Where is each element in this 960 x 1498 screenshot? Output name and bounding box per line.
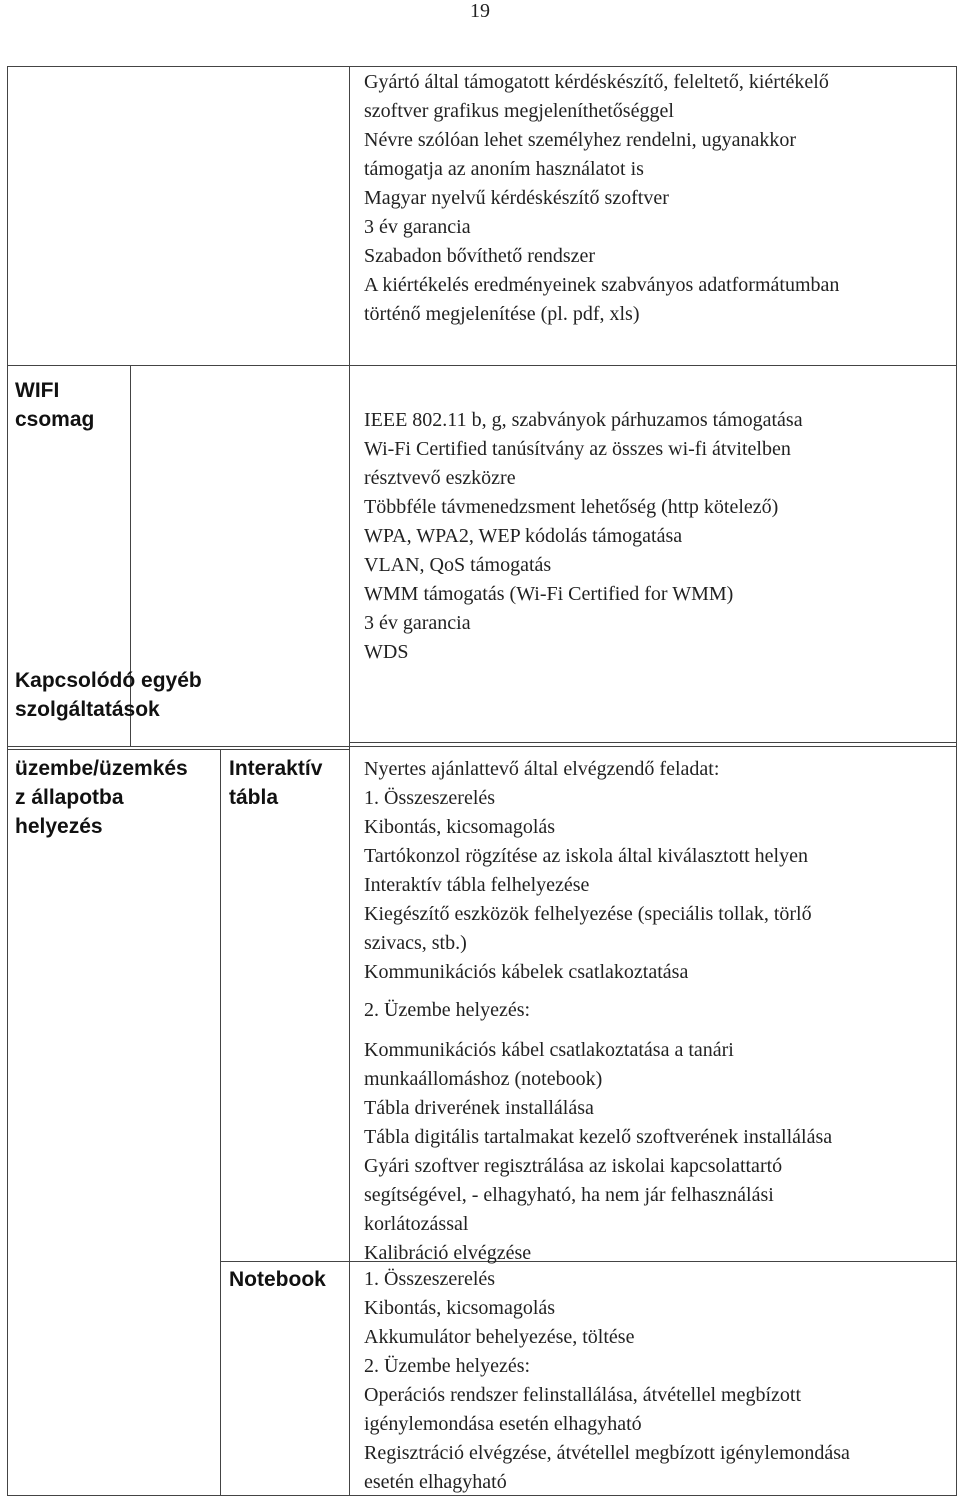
- task-line: Interaktív tábla felhelyezése: [364, 874, 590, 896]
- task-line: korlátozással: [364, 1213, 469, 1235]
- spec-line: Többféle távmenedzsment lehetőség (http kötelező): [364, 496, 779, 518]
- task-line: esetén elhagyható: [364, 1471, 507, 1493]
- task-line: szivacs, stb.): [364, 932, 467, 954]
- spec-line: Wi-Fi Certified tanúsítvány az összes wi-fi átvitelben: [364, 438, 791, 460]
- board-label-line: tábla: [229, 786, 279, 809]
- task-line: Kommunikációs kábel csatlakoztatása a tanári: [364, 1039, 734, 1061]
- board-tasks-setup: [364, 1036, 832, 1268]
- task-line: munkaállomáshoz (notebook): [364, 1068, 603, 1090]
- task-line: segítségével, - elhagyható, ha nem jár felhasználási: [364, 1184, 774, 1206]
- spec-line: IEEE 802.11 b, g, szabványok párhuzamos támogatása: [364, 409, 803, 431]
- install-label-line: helyezés: [15, 815, 103, 838]
- install-label-line: üzembe/üzemkés: [15, 757, 188, 780]
- table-left-border: [7, 66, 8, 1496]
- wifi-package-label: [15, 376, 94, 434]
- spec-line: WMM támogatás (Wi-Fi Certified for WMM): [364, 583, 734, 605]
- row-divider-services-right: [349, 742, 957, 743]
- task-line: Tartókonzol rögzítése az iskola által kiválasztott helyen: [364, 845, 808, 867]
- row-divider-top-wifi: [7, 365, 957, 366]
- task-line: igénylemondása esetén elhagyható: [364, 1413, 642, 1435]
- services-label-line: Kapcsolódó egyéb: [15, 669, 202, 692]
- task-line: Kalibráció elvégzése: [364, 1242, 532, 1264]
- task-line: Tábla driverének installálása: [364, 1097, 594, 1119]
- spec-line: Névre szólóan lehet személyhez rendelni, ugyanakkor: [364, 129, 797, 151]
- page-number: 19: [470, 0, 490, 22]
- installation-label: [15, 754, 188, 841]
- spec-line: Magyar nyelvű kérdéskészítő szoftver: [364, 187, 669, 209]
- task-line: Kibontás, kicsomagolás: [364, 816, 556, 838]
- row-divider-install-right: [349, 746, 957, 747]
- column-divider-2: [349, 66, 350, 1496]
- spec-table: [7, 66, 957, 1496]
- spec-line: történő megjelenítése (pl. pdf, xls): [364, 303, 640, 325]
- interactive-board-label: [229, 754, 322, 812]
- column-divider-1b: [220, 749, 221, 1496]
- wifi-label-line: WIFI: [15, 379, 60, 402]
- install-label-line: z állapotba: [15, 786, 124, 809]
- task-line: Kommunikációs kábelek csatlakoztatása: [364, 961, 689, 983]
- task-line: Kibontás, kicsomagolás: [364, 1297, 556, 1319]
- spec-line: szoftver grafikus megjeleníthetőséggel: [364, 100, 674, 122]
- spec-line: résztvevő eszközre: [364, 467, 516, 489]
- board-setup-heading: 2. Üzembe helyezés:: [364, 999, 531, 1021]
- task-line: Tábla digitális tartalmakat kezelő szoftverének installálása: [364, 1126, 833, 1148]
- task-line: Akkumulátor behelyezése, töltése: [364, 1326, 635, 1348]
- task-line: Operációs rendszer felinstallálása, átvétellel megbízott: [364, 1384, 802, 1406]
- spec-line: Gyártó által támogatott kérdéskészítő, feleltető, kiértékelő: [364, 71, 829, 93]
- board-label-line: Interaktív: [229, 757, 323, 780]
- notebook-label: Notebook: [229, 1268, 326, 1291]
- spec-line: támogatja az anoním használatot is: [364, 158, 644, 180]
- task-line: 1. Összeszerelés: [364, 787, 496, 809]
- top-spec-lines: [364, 68, 839, 329]
- related-services-label: [15, 666, 202, 724]
- row-divider-install-left: [7, 749, 349, 750]
- task-line: 1. Összeszerelés: [364, 1268, 496, 1290]
- spec-line: WDS: [364, 641, 409, 663]
- spec-line: Szabadon bővíthető rendszer: [364, 245, 596, 267]
- task-line: Nyertes ajánlattevő által elvégzendő feladat:: [364, 758, 720, 780]
- task-line: 2. Üzembe helyezés:: [364, 1355, 531, 1377]
- board-tasks-assembly: [364, 755, 812, 987]
- services-label-line: szolgáltatások: [15, 698, 160, 721]
- wifi-spec-lines: [364, 406, 803, 667]
- table-top-border: [7, 66, 957, 67]
- task-line: Regisztráció elvégzése, átvétellel megbízott igénylemondása: [364, 1442, 850, 1464]
- spec-line: A kiértékelés eredményeinek szabványos adatformátumban: [364, 274, 840, 296]
- spec-line: VLAN, QoS támogatás: [364, 554, 552, 576]
- task-line: Kiegészítő eszközök felhelyezése (speciális tollak, törlő: [364, 903, 812, 925]
- spec-line: 3 év garancia: [364, 612, 471, 634]
- spec-line: WPA, WPA2, WEP kódolás támogatása: [364, 525, 683, 547]
- table-right-border: [956, 66, 957, 1496]
- wifi-label-line: csomag: [15, 408, 95, 431]
- notebook-tasks: [364, 1265, 850, 1497]
- task-line: Gyári szoftver regisztrálása az iskolai kapcsolattartó: [364, 1155, 783, 1177]
- row-divider-services-left: [7, 746, 349, 747]
- spec-line: 3 év garancia: [364, 216, 471, 238]
